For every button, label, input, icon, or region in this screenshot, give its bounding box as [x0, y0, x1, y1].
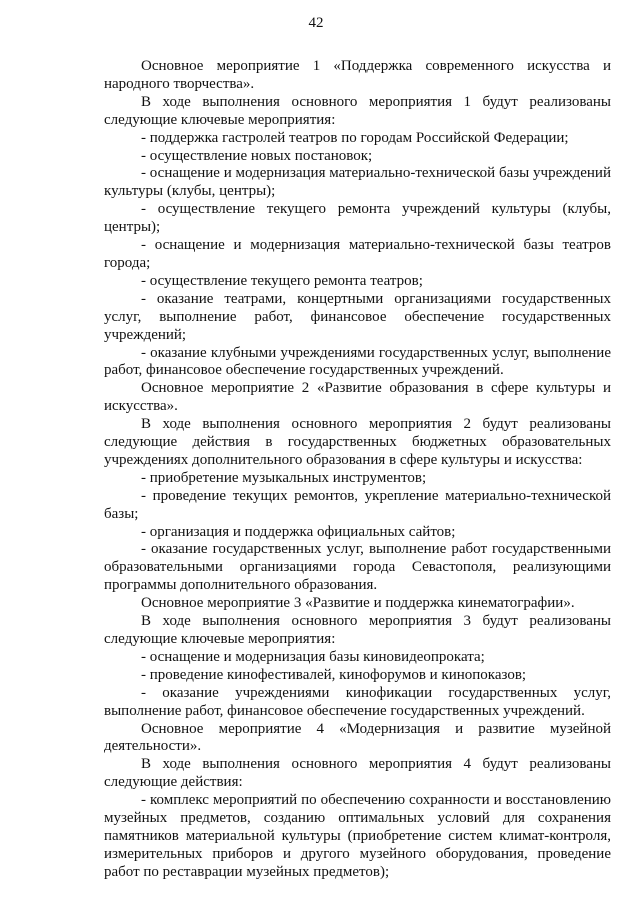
paragraph-measure-4-intro: В ходе выполнения основного мероприятия 4 будут реализованы следующие действия: — [104, 756, 611, 791]
list-item: - оказание учреждениями кинофикации государственных услуг, выполнение работ, финансовое обеспечение государственных учреждений. — [104, 684, 611, 719]
paragraph-measure-1-intro: В ходе выполнения основного мероприятия 1 будут реализованы следующие ключевые мероприятия: — [104, 93, 611, 128]
list-item: - оснащение и модернизация материально-технической базы театров города; — [104, 237, 611, 271]
list-item: - комплекс мероприятий по обеспечению сохранности и восстановлению музейных предметов, созданию оптимальных условий для сохранения памятников материальной культуры (приобретение систем климат-контроля, измерительных приборов и другого музейного оборудования, проведение работ по реставрации музейных предметов); — [104, 792, 611, 880]
paragraph-measure-2-title: Основное мероприятие 2 «Развитие образования в сфере культуры и искусства». — [104, 380, 611, 415]
list-item: - оказание государственных услуг, выполнение работ государственными образовательными организациями города Севастополя, реализующими программы дополнительного образования. — [104, 541, 611, 594]
paragraph-measure-1-title: Основное мероприятие 1 «Поддержка современного искусства и народного творчества». — [104, 58, 611, 92]
list-item: - осуществление текущего ремонта театров; — [141, 272, 423, 289]
list-item: - проведение кинофестивалей, кинофорумов и кинопоказов; — [141, 666, 527, 683]
paragraph-measure-3-intro: В ходе выполнения основного мероприятия 3 будут реализованы следующие ключевые мероприятия: — [104, 613, 611, 647]
list-item: - осуществление новых постановок; — [141, 147, 373, 164]
list-item: - приобретение музыкальных инструментов; — [141, 469, 427, 486]
list-item: - осуществление текущего ремонта учреждений культуры (клубы, центры); — [104, 201, 611, 236]
list-item: - поддержка гастролей театров по городам Российской Федерации; — [141, 129, 569, 146]
list-item: - оказание клубными учреждениями государственных услуг, выполнение работ, финансовое обеспечение государственных учреждений. — [104, 344, 611, 379]
list-item: - проведение текущих ремонтов, укрепление материально-технической базы; — [104, 487, 611, 522]
paragraph-measure-2-intro: В ходе выполнения основного мероприятия 2 будут реализованы следующие действия в государственных бюджетных образовательных учреждениях дополнительного образования в сфере культуры и искусства: — [104, 416, 611, 468]
list-item: - организация и поддержка официальных сайтов; — [141, 523, 456, 540]
paragraph-measure-4-title: Основное мероприятие 4 «Модернизация и развитие музейной деятельности». — [104, 720, 611, 755]
paragraph-measure-3-title: Основное мероприятие 3 «Развитие и поддержка кинематографии». — [141, 595, 575, 612]
page-number: 42 — [308, 15, 324, 31]
list-item: - оснащение и модернизация материально-технической базы учреждений культуры (клубы, центры); — [104, 165, 611, 200]
document-body — [104, 58, 611, 882]
list-item: - оказание театрами, концертными организациями государственных услуг, выполнение работ, финансовое обеспечение государственных учреждений; — [104, 290, 611, 343]
list-item: - оснащение и модернизация базы киновидеопроката; — [141, 648, 485, 665]
